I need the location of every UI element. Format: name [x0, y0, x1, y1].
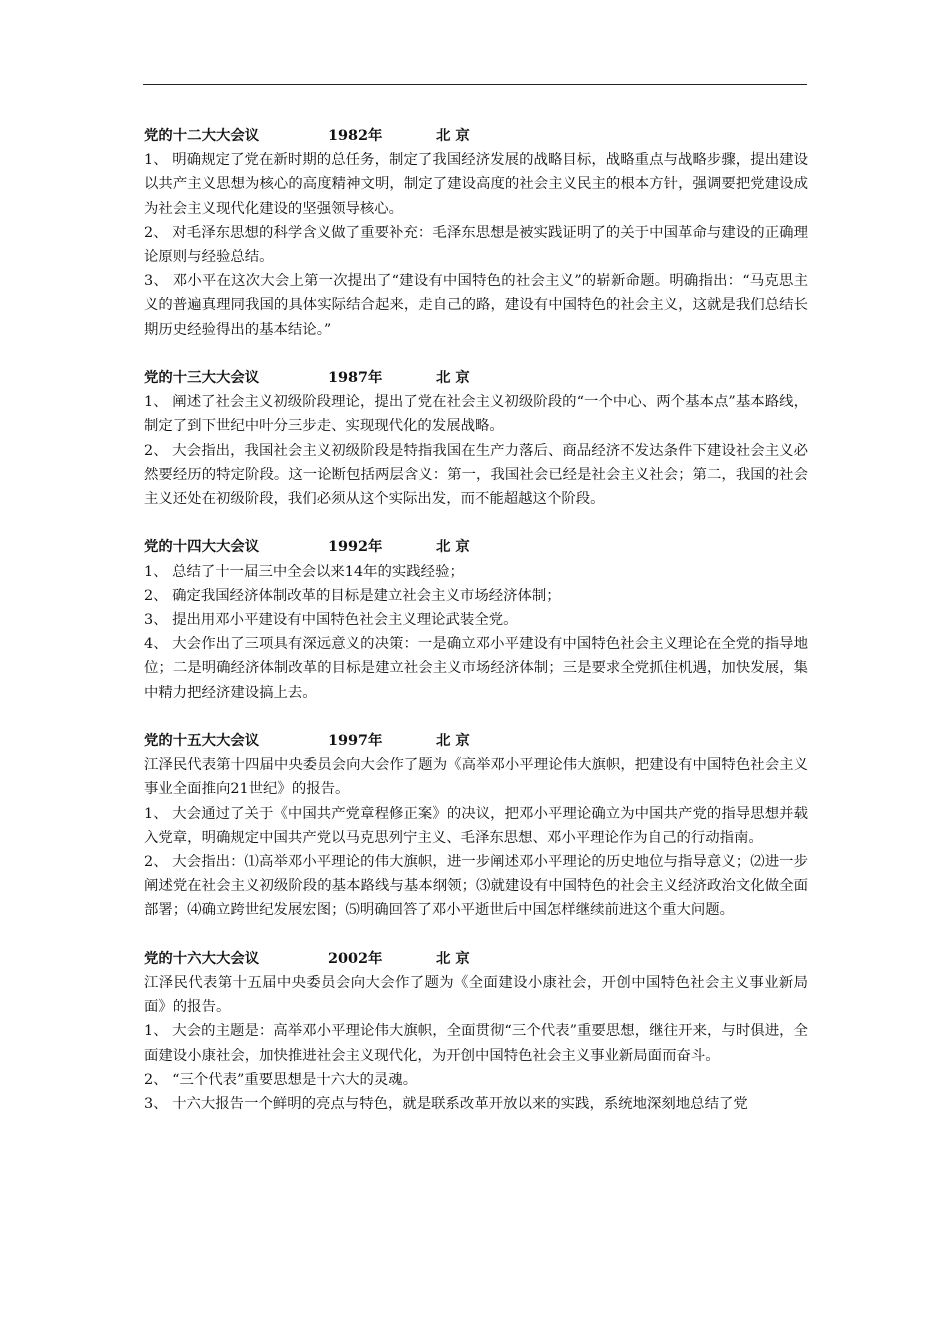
paragraph: 3、 十六大报告一个鲜明的亮点与特色，就是联系改革开放以来的实践，系统地深刻地总结了党 — [144, 1096, 748, 1113]
paragraph: 2、 对毛泽东思想的科学含义做了重要补充：毛泽东思想是被实践证明了的关于中国革命与建设的正确理论原则与经验总结。 — [144, 224, 808, 266]
section-heading — [144, 366, 808, 390]
congress-place: 北 京 — [436, 732, 470, 750]
document-body — [144, 124, 808, 1140]
section-heading — [144, 947, 808, 971]
paragraph: 1、 总结了十一届三中全会以来14年的实践经验； — [144, 563, 464, 580]
section-congress-13 — [144, 366, 808, 511]
congress-name: 党的十四大大会议 — [144, 538, 260, 556]
congress-place: 北 京 — [436, 127, 470, 144]
section-congress-15 — [144, 729, 808, 923]
congress-year: 2002年 — [328, 949, 383, 967]
section-congress-16 — [144, 947, 808, 1116]
congress-name: 党的十三大大会议 — [144, 369, 260, 387]
paragraph: 3、 提出用邓小平建设有中国特色社会主义理论武装全党。 — [144, 612, 518, 629]
paragraph: 2、 确定我国经济体制改革的目标是建立社会主义市场经济体制； — [144, 587, 561, 604]
congress-place: 北 京 — [436, 538, 470, 556]
congress-name: 党的十五大大会议 — [144, 732, 260, 750]
congress-year: 1987年 — [328, 369, 383, 387]
section-congress-12 — [144, 124, 808, 342]
paragraph: 1、 大会通过了关于《中国共产党章程修正案》的决议，把邓小平理论确立为中国共产党的指导思想并载入党章，明确规定中国共产党以马克思列宁主义、毛泽东思想、邓小平理论作为自己的行动指南。 — [144, 805, 808, 846]
section-heading — [144, 124, 808, 148]
paragraph: 2、 大会指出：⑴高举邓小平理论的伟大旗帜，进一步阐述邓小平理论的历史地位与指导意义；⑵进一步阐述党在社会主义初级阶段的基本路线与基本纲领；⑶就建设有中国特色的社会主义经济政治文化做全面部署；⑷确立跨世纪发展宏图；⑸明确回答了邓小平逝世后中国怎样继续前进这个重大问题。 — [144, 854, 808, 919]
congress-year: 1997年 — [328, 732, 383, 750]
section-heading — [144, 729, 808, 753]
congress-year: 1982年 — [328, 127, 383, 144]
congress-name: 党的十二大大会议 — [144, 127, 260, 144]
paragraph: 1、 阐述了社会主义初级阶段理论，提出了党在社会主义初级阶段的“一个中心、两个基本点”基本路线，制定了到下世纪中叶分三步走、实现现代化的发展战略。 — [144, 394, 808, 435]
paragraph: 1、 大会的主题是：高举邓小平理论伟大旗帜，全面贯彻“三个代表”重要思想，继往开来，与时俱进，全面建设小康社会，加快推进社会主义现代化，为开创中国特色社会主义事业新局面而奋斗。 — [144, 1023, 808, 1064]
section-heading — [144, 535, 808, 559]
header-rule — [143, 84, 807, 85]
paragraph: 4、 大会作出了三项具有深远意义的决策：一是确立邓小平建设有中国特色社会主义理论在全党的指导地位；二是明确经济体制改革的目标是建立社会主义市场经济体制；三是要求全党抓住机遇，加快发展，集中精力把经济建设搞上去。 — [144, 636, 808, 701]
paragraph: 江泽民代表第十五届中央委员会向大会作了题为《全面建设小康社会，开创中国特色社会主义事业新局面》的报告。 — [144, 975, 808, 1016]
section-congress-14 — [144, 535, 808, 704]
paragraph: 2、 “三个代表”重要思想是十六大的灵魂。 — [144, 1071, 418, 1088]
congress-name: 党的十六大大会议 — [144, 949, 260, 967]
congress-year: 1992年 — [328, 538, 383, 556]
paragraph: 1、 明确规定了党在新时期的总任务，制定了我国经济发展的战略目标，战略重点与战略步骤，提出建设以共产主义思想为核心的高度精神文明，制定了建设高度的社会主义民主的根本方针，强调要把党建设成为社会主义现代化建设的坚强领导核心。 — [144, 152, 808, 217]
paragraph: 2、 大会指出，我国社会主义初级阶段是特指我国在生产力落后、商品经济不发达条件下建设社会主义必然要经历的特定阶段。这一论断包括两层含义：第一，我国社会已经是社会主义社会；第二，我国的社会主义还处在初级阶段，我们必须从这个实际出发，而不能超越这个阶段。 — [144, 442, 808, 508]
congress-place: 北 京 — [436, 369, 470, 387]
congress-place: 北 京 — [436, 949, 470, 967]
paragraph: 江泽民代表第十四届中央委员会向大会作了题为《高举邓小平理论伟大旗帜，把建设有中国特色社会主义事业全面推向21世纪》的报告。 — [144, 757, 808, 798]
paragraph: 3、 邓小平在这次大会上第一次提出了“建设有中国特色的社会主义”的崭新命题。明确指出：“马克思主义的普遍真理同我国的具体实际结合起来，走自己的路，建设有中国特色的社会主义，这就是我们总结长期历史经验得出的基本结论。” — [144, 273, 808, 338]
